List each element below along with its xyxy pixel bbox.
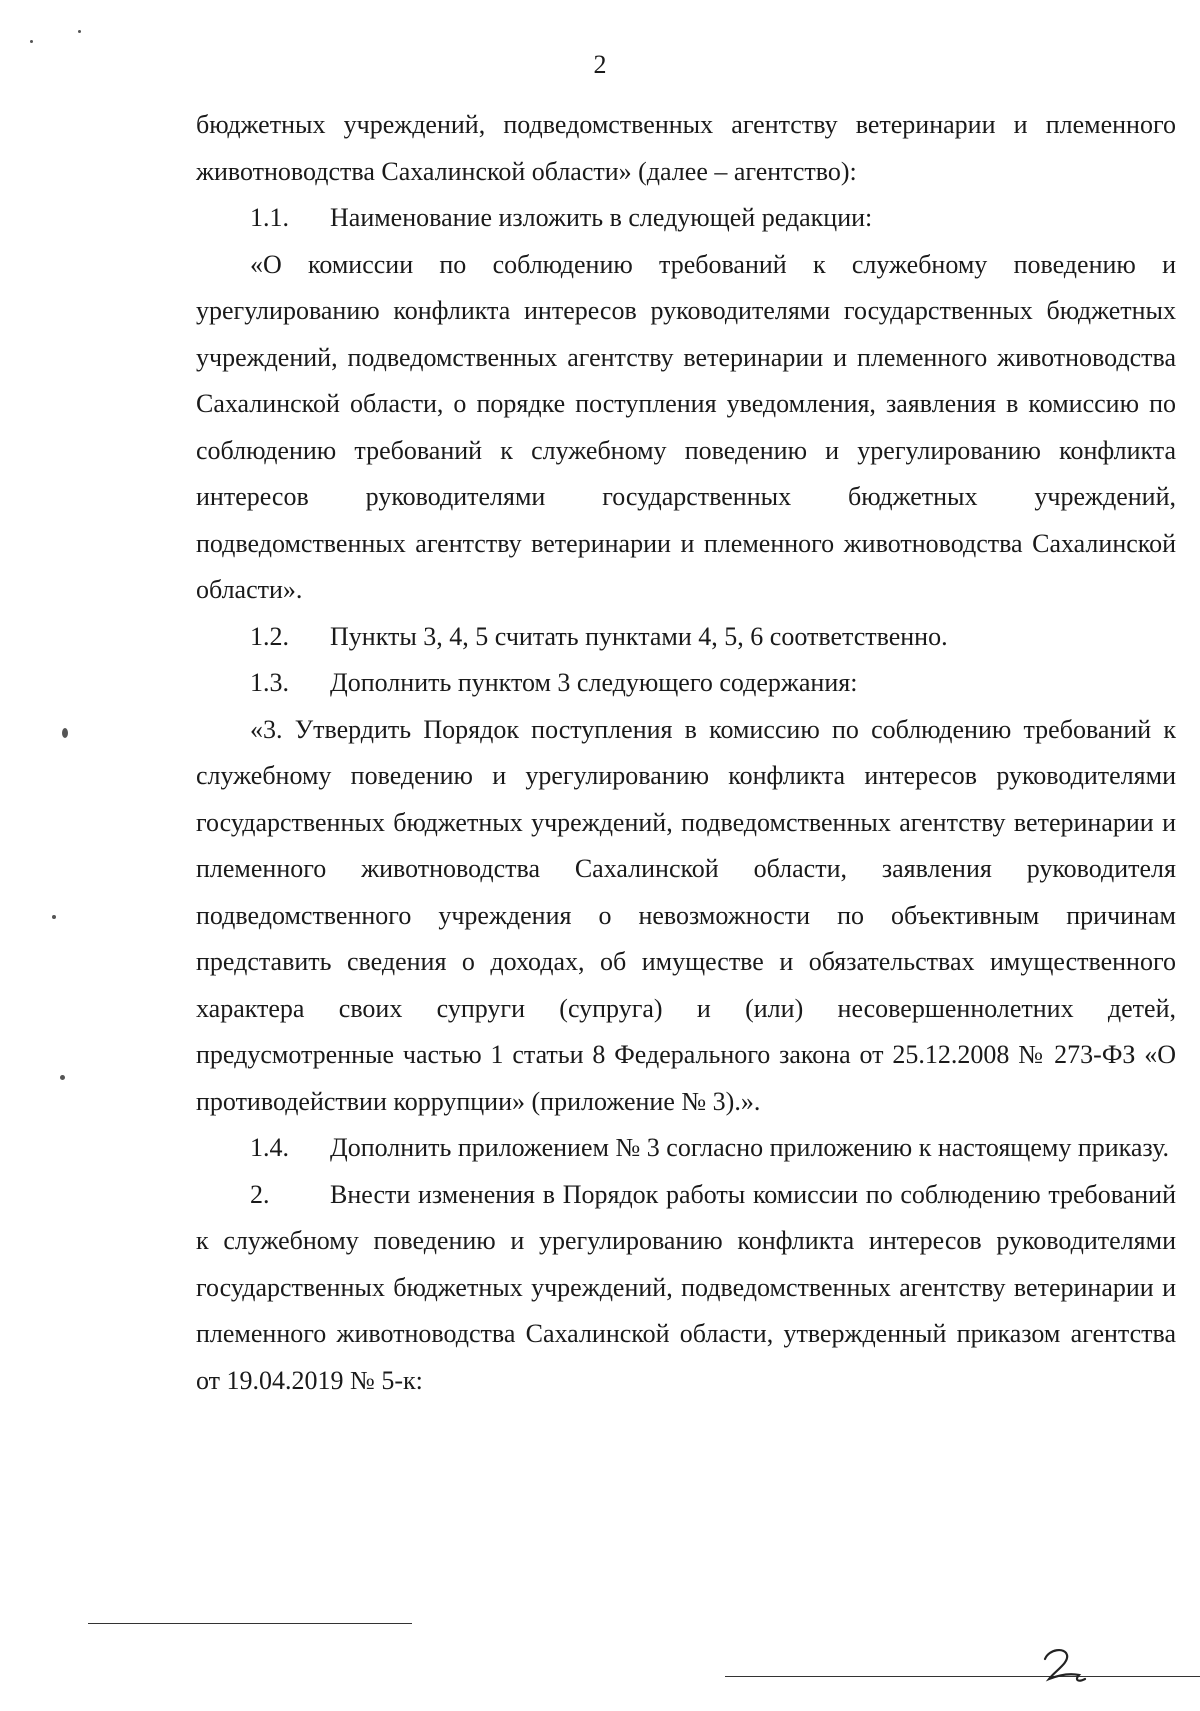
scan-speck [60,1075,65,1080]
item-text: Пункты 3, 4, 5 считать пунктами 4, 5, 6 соответственно. [330,621,948,651]
item-text: Внести изменения в Порядок работы комиссии по соблюдению требований к служебному поведению и урегулированию конфликта интересов руководителями государственных бюджетных учреждений, подведомственных агентству ветеринарии и племенного животноводства Сахалинской области, утвержденный приказом агентства от 19.04.2019 № 5-к: [196,1179,1176,1395]
signature-line [725,1676,1200,1677]
item-1-2 [196,614,1176,661]
item-number: 1.2. [250,621,289,651]
item-1-1 [196,195,1176,242]
item-number: 1.3. [250,668,289,697]
item-1-3 [196,660,1176,707]
item-1-4 [196,1125,1176,1172]
quoted-clause-3: «3. Утвердить Порядок поступления в комиссию по соблюдению требований к служебному поведению и урегулированию конфликта интересов руководителями государственных бюджетных учреждений, подведомственных агентству ветеринарии и племенного животноводства Сахалинской области, заявления руководителя подведомственного учреждения о невозможности по объективным причинам представить сведения о доходах, об имуществе и обязательствах имущественного характера своих супруги (супруга) и (или) несовершеннолетних детей, предусмотренные частью 1 статьи 8 Федерального закона от 25.12.2008 № 273-ФЗ «О противодействии коррупции» (приложение № 3).». [196,714,1176,1116]
item-text: Наименование изложить в следующей редакции: [330,203,873,232]
item-number: 1.1. [250,203,289,232]
item-text: Дополнить приложением № 3 согласно приложению к настоящему приказу. [330,1133,1170,1162]
item-number: 1.4. [250,1133,289,1162]
paragraph-continuation: бюджетных учреждений, подведомственных агентству ветеринарии и племенного животноводства Сахалинской области» (далее – агентство): [196,110,1176,186]
scan-speck [78,30,81,33]
footer-rule-left [88,1623,412,1624]
scan-speck [62,728,68,738]
item-2 [196,1172,1176,1405]
item-text: Дополнить пунктом 3 следующего содержания: [330,668,858,697]
quoted-title: «О комиссии по соблюдению требований к служебному поведению и урегулированию конфликта интересов руководителями государственных бюджетных учреждений, подведомственных агентству ветеринарии и племенного животноводства Сахалинской области, о порядке поступления уведомления, заявления в комиссию по соблюдению требований к служебному поведению и урегулированию конфликта интересов руководителями государственных бюджетных учреждений, подведомственных агентству ветеринарии и племенного животноводства Сахалинской области». [196,249,1176,604]
document-body [196,102,1176,1404]
handwritten-initial-icon [1035,1645,1095,1687]
item-number: 2. [250,1179,270,1209]
page-number: 2 [593,50,607,79]
scan-speck [52,915,56,919]
scan-speck [30,40,33,43]
